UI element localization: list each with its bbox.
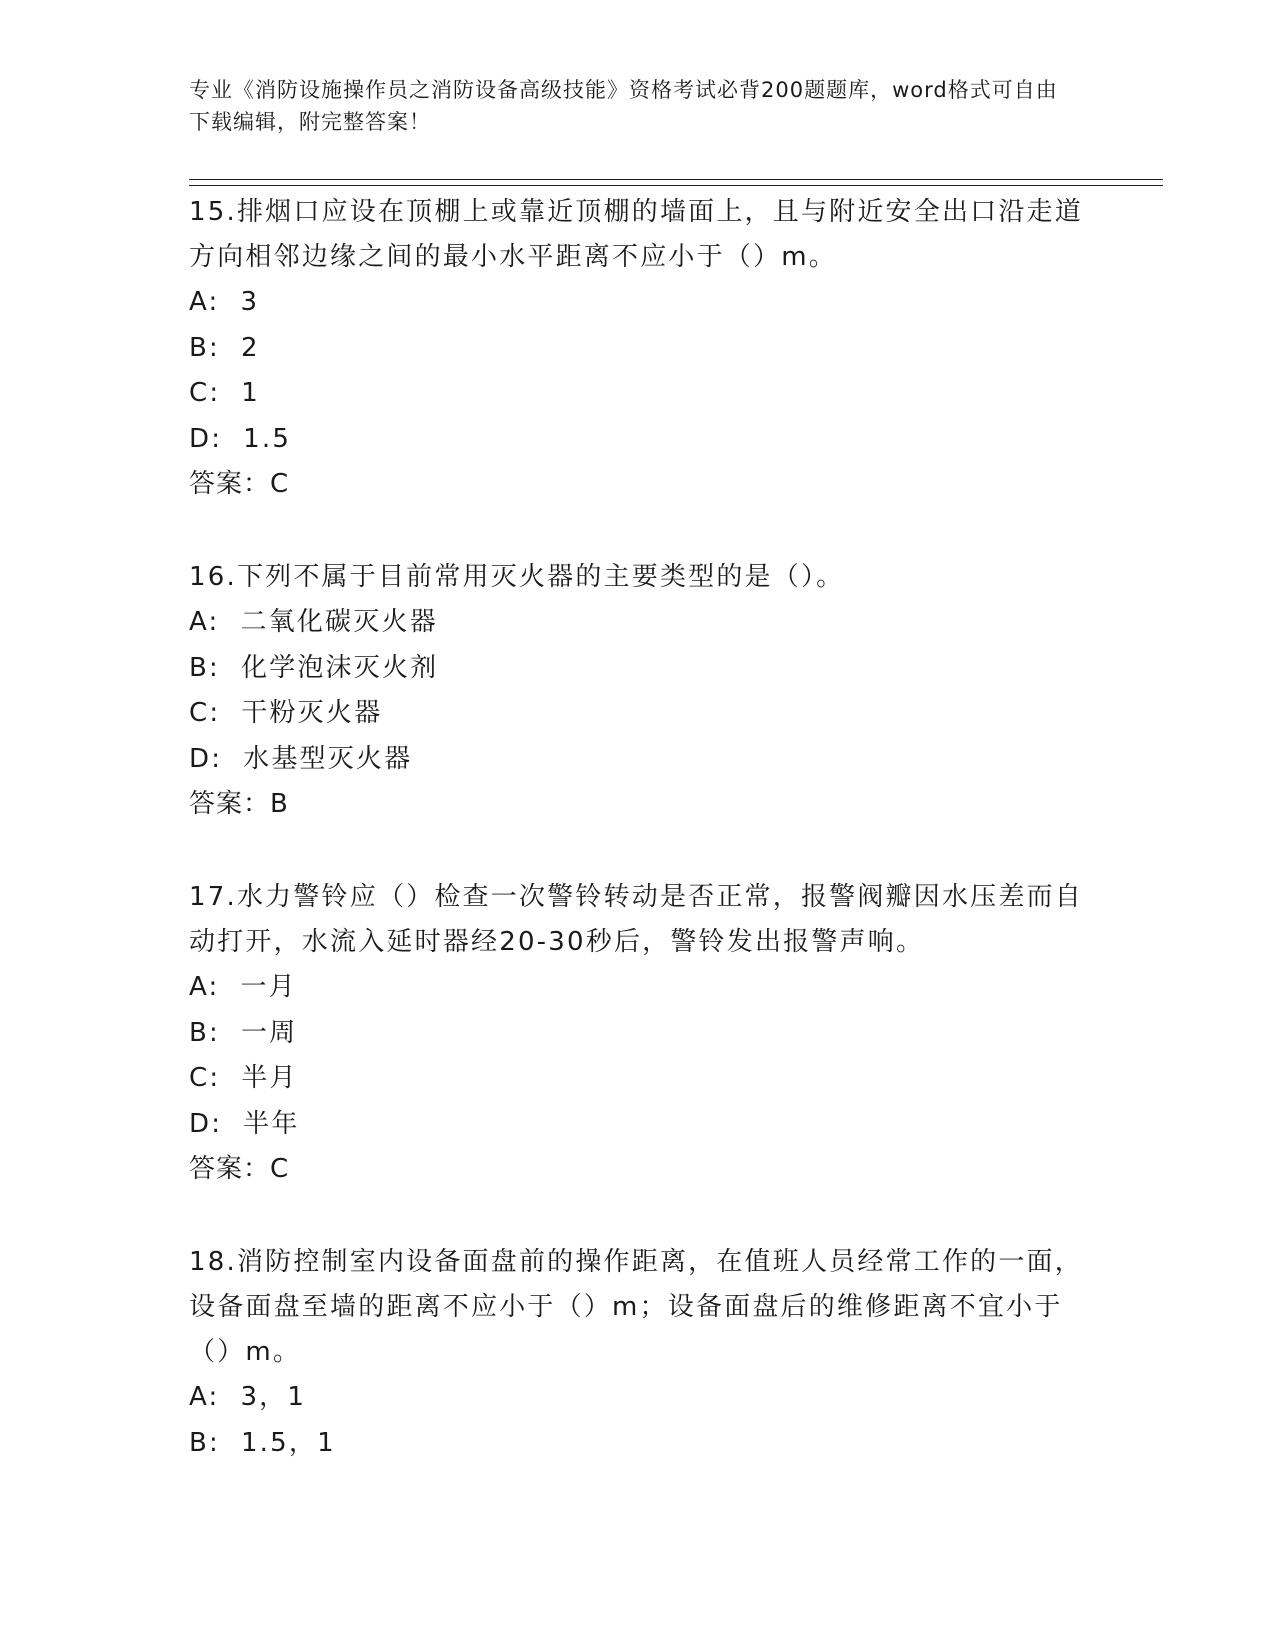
option-b <box>189 646 1089 692</box>
question-17 <box>189 875 1089 1192</box>
option-label: B: <box>189 1427 220 1458</box>
option-label: A: <box>189 972 220 1002</box>
option-value: 一月 <box>240 972 297 1002</box>
option-value: 2 <box>240 332 260 363</box>
question-list <box>189 190 1089 1514</box>
option-label: B: <box>189 652 220 683</box>
option-label: B: <box>189 1017 220 1048</box>
answer: 答案：C <box>189 469 290 499</box>
question-text: 16.下列不属于目前常用灭火器的主要类型的是（）。 <box>189 562 845 592</box>
option-value: 化学泡沫灭火剂 <box>240 652 439 683</box>
question-text: 17.水力警铃应（）检查一次警铃转动是否正常，报警阀瓣因水压差而自动打开，水流入延时器经20-30秒后，警铃发出报警声响。 <box>189 882 1083 957</box>
option-value: 半年 <box>243 1108 300 1139</box>
option-value: 二氧化碳灭火器 <box>240 607 438 637</box>
option-label: C: <box>189 698 221 728</box>
option-d <box>189 737 1089 783</box>
header-divider-top <box>189 179 1163 180</box>
option-value: 水基型灭火器 <box>243 743 413 774</box>
option-value: 1.5，1 <box>240 1427 336 1458</box>
option-a <box>189 600 1089 646</box>
option-c <box>189 691 1089 737</box>
option-value: 1 <box>241 378 261 408</box>
option-label: C: <box>189 378 221 408</box>
document-header: 专业《消防设施操作员之消防设备高级技能》资格考试必背200题题库，word格式可自由下载编辑，附完整答案！ <box>189 78 1058 134</box>
option-d <box>189 1102 1089 1148</box>
option-a <box>189 965 1089 1011</box>
option-value: 一周 <box>240 1017 298 1048</box>
option-label: B: <box>189 332 220 363</box>
question-16 <box>189 555 1089 827</box>
option-value: 3 <box>240 287 260 317</box>
option-label: D: <box>189 743 223 774</box>
option-label: A: <box>189 607 220 637</box>
option-value: 干粉灭火器 <box>241 698 383 728</box>
option-label: D: <box>189 423 223 454</box>
option-c <box>189 1056 1089 1102</box>
option-label: A: <box>189 1382 220 1412</box>
question-text: 15.排烟口应设在顶棚上或靠近顶棚的墙面上，且与附近安全出口沿走道方向相邻边缘之间的最小水平距离不应小于（）m。 <box>189 197 1083 272</box>
option-value: 3，1 <box>240 1382 307 1412</box>
question-text: 18.消防控制室内设备面盘前的操作距离，在值班人员经常工作的一面，设备面盘至墙的距离不应小于（）m；设备面盘后的维修距离不宜小于（）m。 <box>189 1247 1083 1367</box>
option-c <box>189 371 1089 417</box>
option-b <box>189 1011 1089 1057</box>
option-value: 半月 <box>241 1063 298 1093</box>
option-b <box>189 326 1089 372</box>
option-label: D: <box>189 1108 223 1139</box>
option-value: 1.5 <box>243 423 292 454</box>
option-d <box>189 417 1089 463</box>
answer: 答案：C <box>189 1154 290 1184</box>
question-18 <box>189 1240 1089 1466</box>
answer: 答案：B <box>189 789 289 819</box>
option-label: C: <box>189 1063 221 1093</box>
option-a <box>189 280 1089 326</box>
option-label: A: <box>189 287 220 317</box>
question-15 <box>189 190 1089 507</box>
option-a <box>189 1375 1089 1421</box>
option-b <box>189 1421 1089 1467</box>
header-divider-bottom <box>189 185 1163 186</box>
